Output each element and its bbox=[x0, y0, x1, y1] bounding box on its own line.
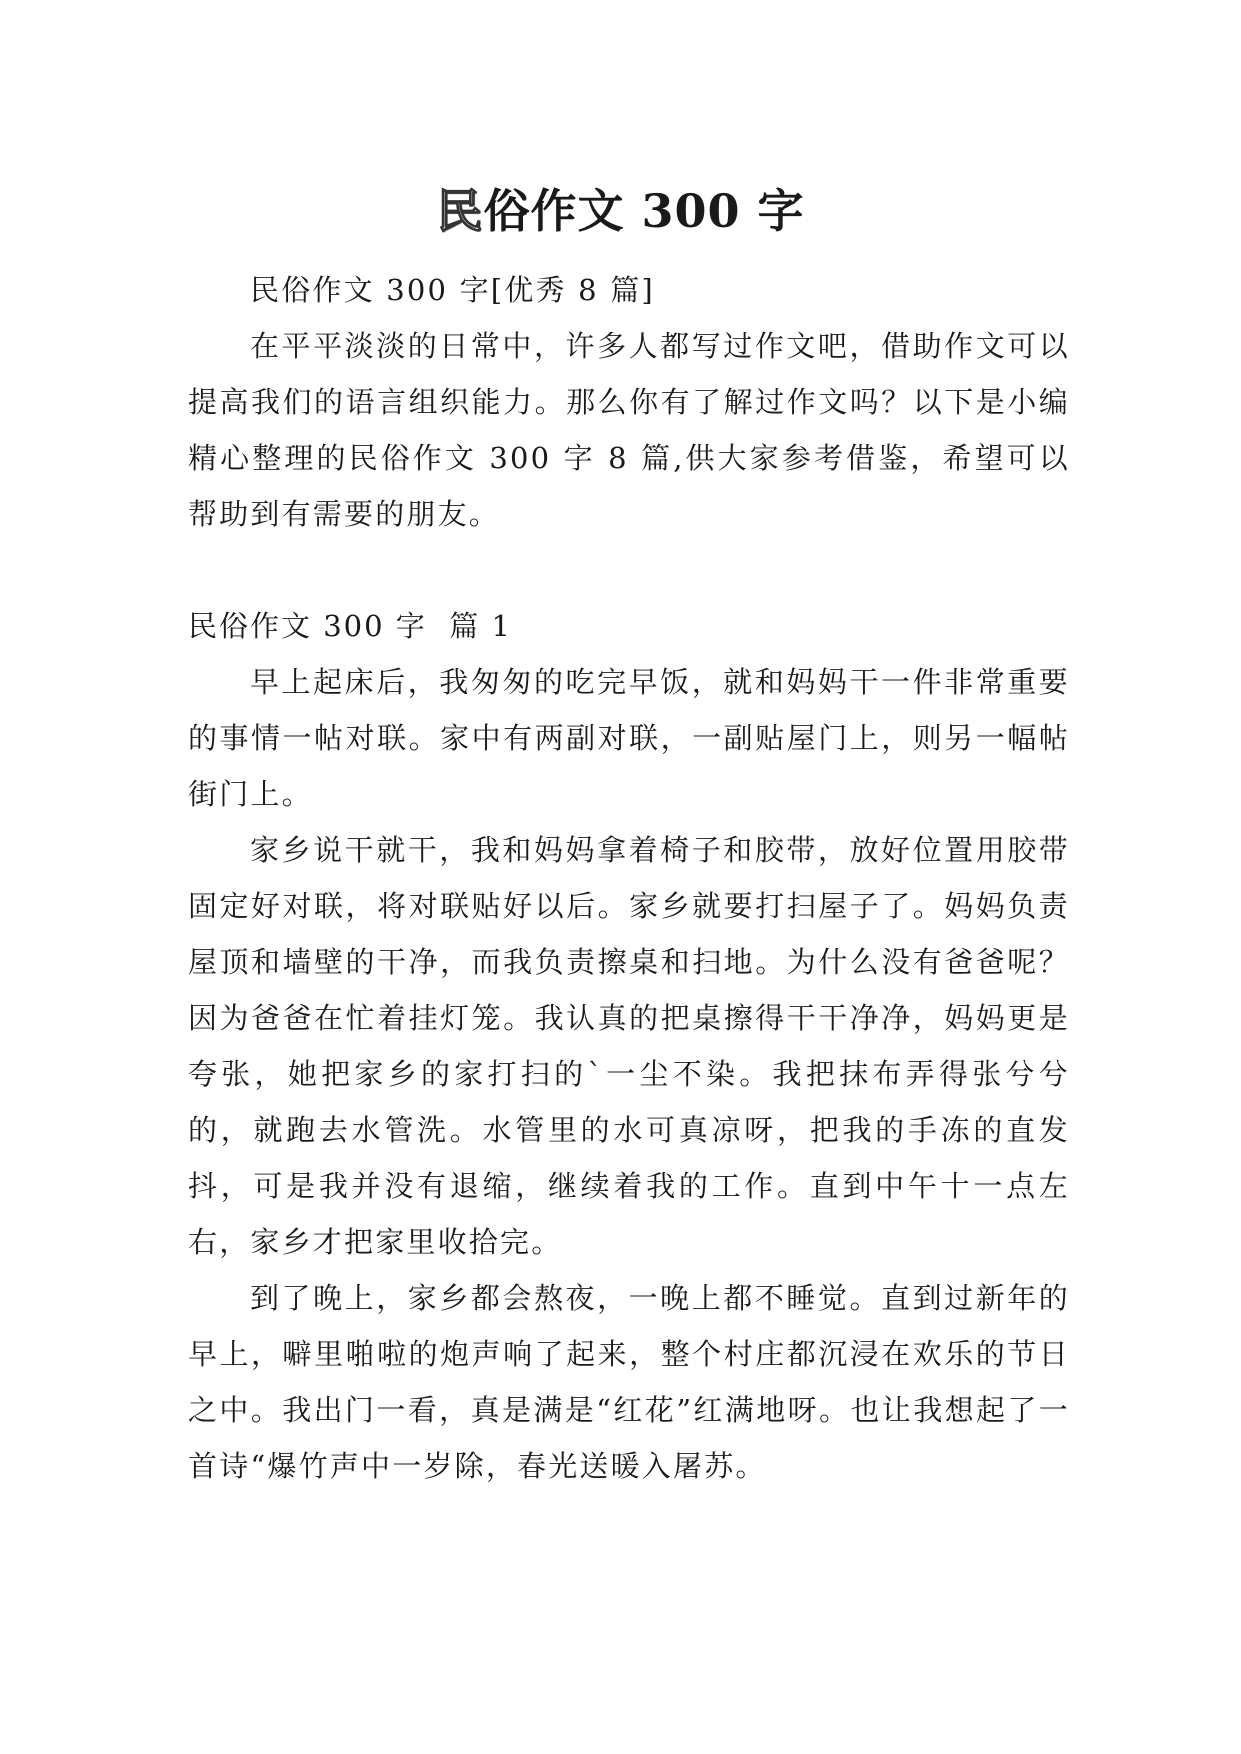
subtitle: 民俗作文 300 字[优秀 8 篇] bbox=[250, 273, 655, 307]
title-text: 俗作文 300 字 bbox=[483, 183, 805, 238]
document-body bbox=[188, 262, 1070, 1494]
section-heading: 民俗作文 300 字 篇 1 bbox=[188, 609, 512, 643]
title-logo-char: 民 bbox=[436, 183, 484, 238]
intro-paragraph: 在平平淡淡的日常中，许多人都写过作文吧，借助作文可以提高我们的语言组织能力。那么你有了解过作文吗？以下是小编精心整理的民俗作文 300 字 8 篇,供大家参考借鉴，希望可以帮助到有需要的朋友。 bbox=[188, 329, 1070, 531]
section-gap bbox=[188, 542, 1070, 598]
page-title bbox=[0, 181, 1241, 241]
body-paragraph-3: 到了晚上，家乡都会熬夜，一晚上都不睡觉。直到过新年的早上，噼里啪啦的炮声响了起来，整个村庄都沉浸在欢乐的节日之中。我出门一看，真是满是“红花”红满地呀。也让我想起了一首诗“爆竹声中一岁除，春光送暖入屠苏。 bbox=[188, 1281, 1070, 1483]
body-paragraph-1: 早上起床后，我匆匆的吃完早饭，就和妈妈干一件非常重要的事情一帖对联。家中有两副对联，一副贴屋门上，则另一幅帖街门上。 bbox=[188, 665, 1070, 811]
body-paragraph-2: 家乡说干就干，我和妈妈拿着椅子和胶带，放好位置用胶带固定好对联，将对联贴好以后。家乡就要打扫屋子了。妈妈负责屋顶和墙壁的干净，而我负责擦桌和扫地。为什么没有爸爸呢？因为爸爸在忙着挂灯笼。我认真的把桌擦得干干净净，妈妈更是夸张，她把家乡的家打扫的`一尘不染。我把抹布弄得张兮兮的，就跑去水管洗。水管里的水可真凉呀，把我的手冻的直发抖，可是我并没有退缩，继续着我的工作。直到中午十一点左右，家乡才把家里收拾完。 bbox=[188, 833, 1070, 1259]
